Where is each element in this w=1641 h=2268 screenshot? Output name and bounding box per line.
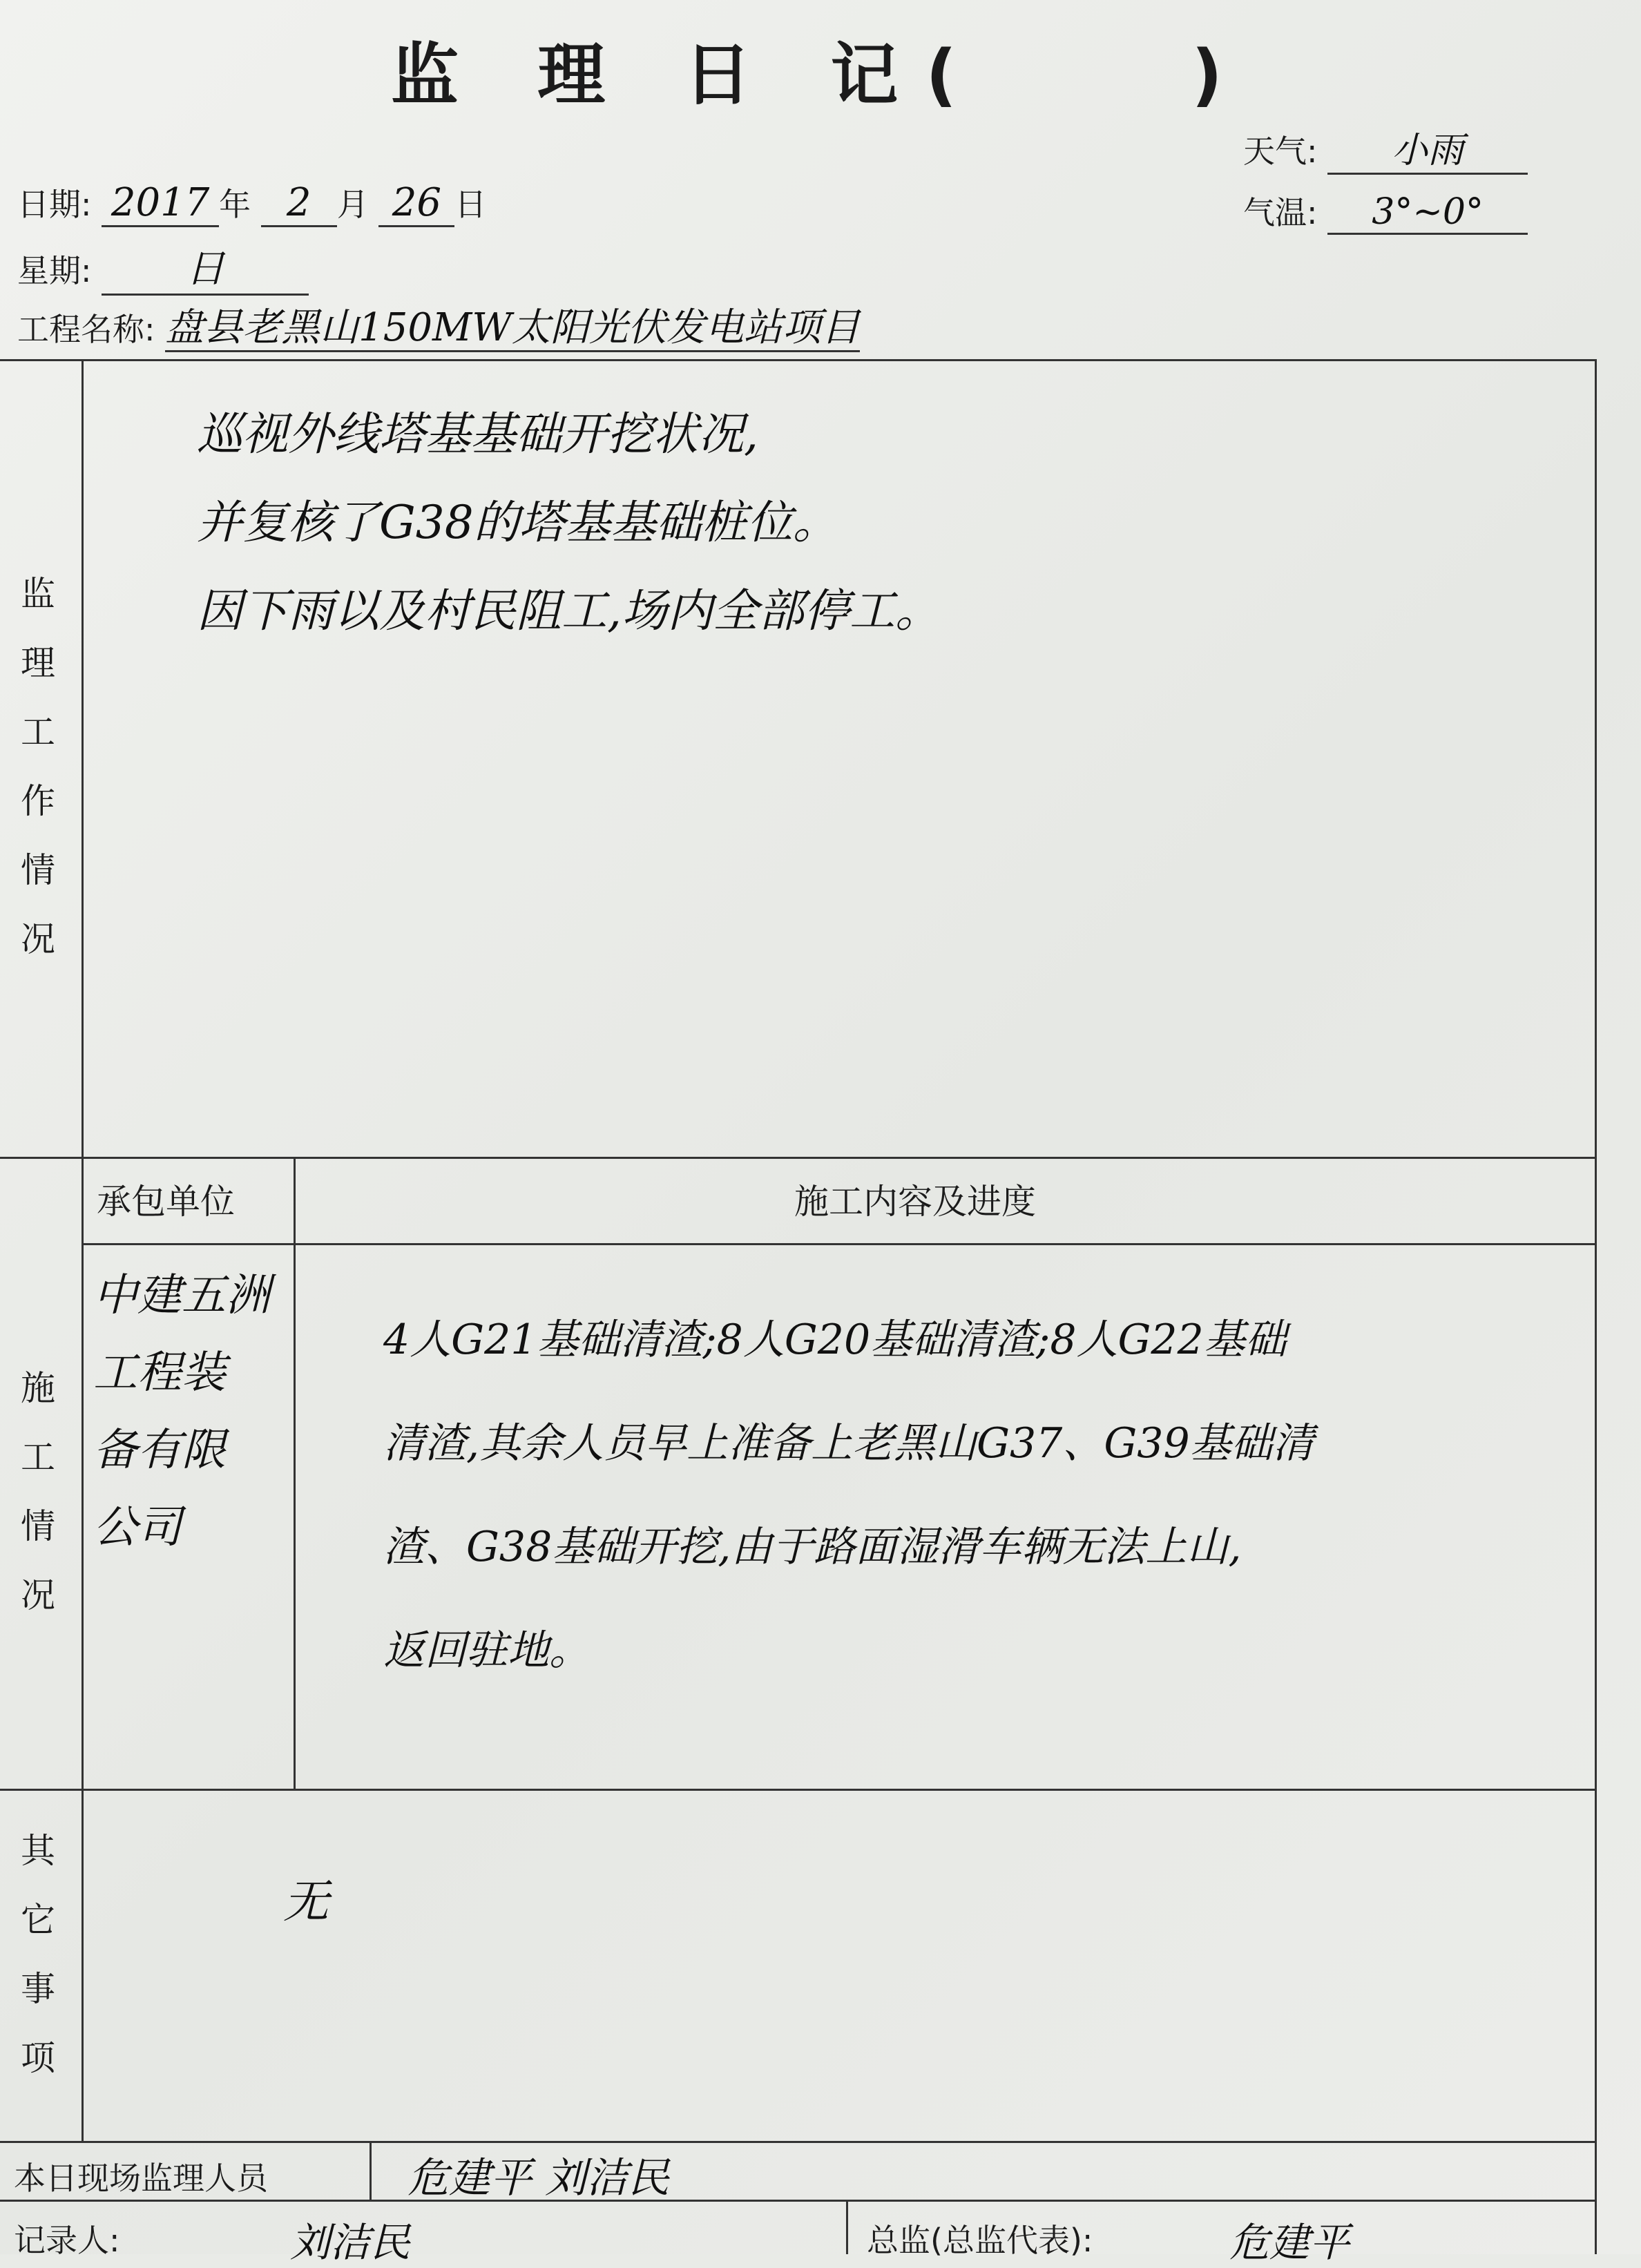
- date-month: 2: [261, 180, 337, 227]
- weather-value: 小雨: [1327, 121, 1528, 175]
- temperature-value: 3°~0°: [1327, 191, 1528, 235]
- diary-table: [0, 359, 1597, 2266]
- date-day: 26: [378, 180, 454, 227]
- date-field: [17, 180, 486, 227]
- weather-label: 天气:: [1243, 133, 1318, 170]
- recorder-name: 刘洁民: [290, 2219, 411, 2266]
- project-field: [17, 297, 860, 352]
- document-title: [0, 21, 1641, 118]
- construction-section-label: 施 工 情 况: [21, 1368, 55, 1615]
- weekday-field: [17, 238, 309, 296]
- weather-field: [1243, 121, 1528, 175]
- contractor-column-header: 承包单位: [97, 1182, 235, 1222]
- date-year: 2017: [102, 180, 219, 227]
- project-value: 盘县老黑山150MW太阳光伏发电站项目: [165, 305, 860, 352]
- construction-line: 返回驻地。: [383, 1626, 591, 1675]
- other-section-label: 其 它 事 项: [21, 1831, 55, 2078]
- temperature-label: 气温:: [1243, 194, 1318, 231]
- staff-label: 本日现场监理人员: [14, 2160, 268, 2197]
- construction-line: 清渣,其余人员早上准备上老黑山G37、G39基础清: [383, 1419, 1314, 1468]
- supervision-section-label: 监 理 工 作 情 况: [21, 574, 55, 959]
- weekday-label: 星期:: [17, 252, 92, 289]
- supervision-content: [197, 390, 941, 655]
- weekday-value: 日: [102, 238, 309, 296]
- title-text: 监 理 日 记(: [391, 36, 985, 115]
- temperature-field: [1243, 188, 1528, 235]
- supervision-line: 并复核了G38的塔基基础桩位。: [197, 496, 838, 549]
- chief-label: 总监(总监代表):: [867, 2222, 1093, 2259]
- date-year-unit: 年: [219, 186, 251, 223]
- content-column-header: 施工内容及进度: [794, 1182, 1036, 1222]
- staff-names: 危建平 刘洁民: [407, 2154, 670, 2202]
- project-label: 工程名称:: [17, 311, 155, 348]
- date-day-unit: 日: [454, 186, 487, 223]
- supervision-line: 因下雨以及村民阻工,场内全部停工。: [197, 584, 941, 637]
- construction-line: 渣、G38基础开挖,由于路面湿滑车辆无法上山,: [383, 1523, 1242, 1571]
- chief-name: 危建平: [1229, 2219, 1350, 2266]
- construction-line: 4人G21基础清渣;8人G20基础清渣;8人G22基础: [383, 1316, 1287, 1364]
- date-label: 日期:: [17, 186, 92, 223]
- date-month-unit: 月: [336, 186, 369, 223]
- contractor-name: 中建五洲 工程装 备有限 公司: [93, 1270, 270, 1553]
- other-matters-value: 无: [283, 1875, 329, 1928]
- title-close: ): [1191, 36, 1250, 115]
- construction-content: [383, 1288, 1314, 1702]
- supervision-line: 巡视外线塔基基础开挖状况,: [197, 407, 758, 461]
- recorder-label: 记录人:: [14, 2222, 120, 2259]
